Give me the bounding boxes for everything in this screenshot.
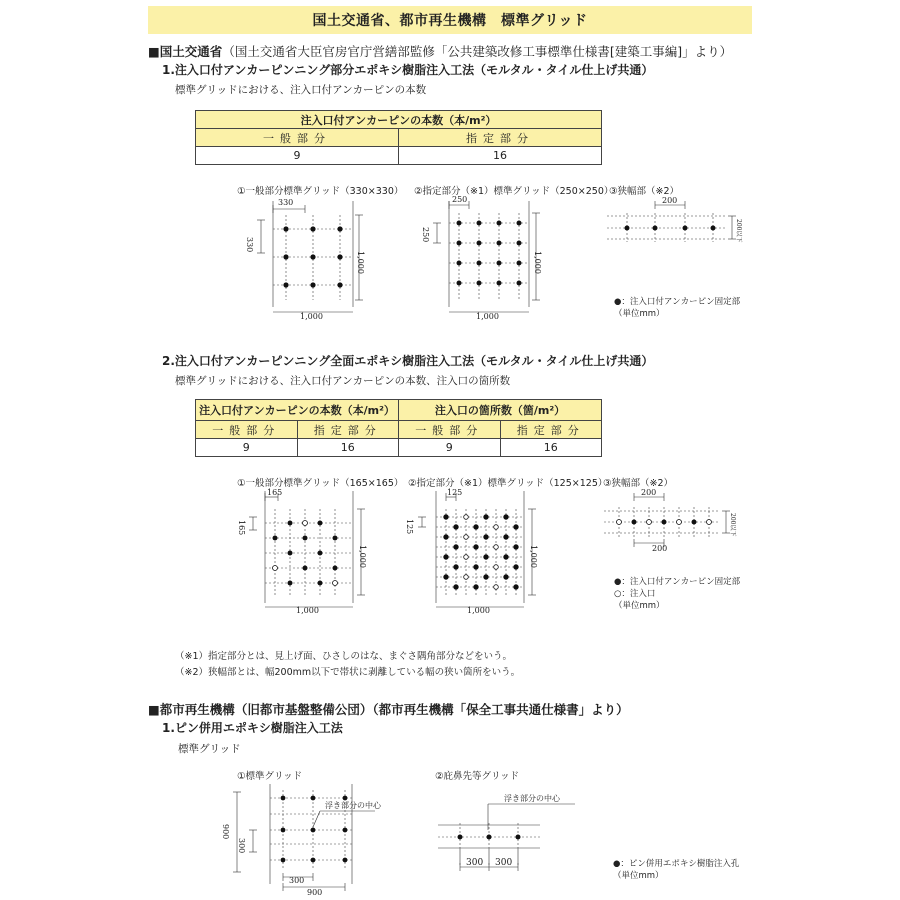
- legend-port: ○：注入口: [614, 589, 656, 599]
- col-designated: 指定部分: [297, 421, 399, 439]
- legend-hole: ●：ピン併用エポキシ樹脂注入孔: [613, 859, 740, 869]
- col-general: 一般部分: [399, 421, 501, 439]
- mlit-heading-label: ■国土交通省: [148, 44, 223, 59]
- m2-fig1-caption: ①一般部分標準グリッド（165×165）: [237, 478, 404, 489]
- dim-side: 125: [405, 519, 414, 535]
- pin-mark: [454, 585, 459, 590]
- pin-mark: [474, 585, 479, 590]
- pin-mark: [514, 585, 519, 590]
- pin-mark: [444, 515, 449, 520]
- dim-top: 165: [267, 488, 283, 497]
- pin-mark: [454, 525, 459, 530]
- ur-method1-title: 1.ピン併用エポキシ樹脂注入工法: [162, 721, 343, 735]
- table-cell: 16: [500, 439, 602, 457]
- ur-legend: [613, 858, 739, 882]
- pin-mark: [514, 565, 519, 570]
- note-1: （※1）指定部分とは、見上げ面、ひさしのはな、まぐさ隅角部分などをいう。: [175, 651, 513, 662]
- val-general: 9: [196, 147, 399, 165]
- port-mark: [494, 525, 499, 530]
- mlit-method1-title: 1.注入口付アンカーピンニング部分エポキシ樹脂注入工法（モルタル・タイル仕上げ共通）: [162, 63, 654, 77]
- dim-right: 1,000: [356, 251, 365, 274]
- legend-unit: （単位mm）: [614, 601, 665, 611]
- m2-fig3-caption: ③狭幅部（※2）: [603, 478, 674, 489]
- port-mark: [494, 565, 499, 570]
- ur-fig1-caption: ①標準グリッド: [237, 771, 303, 782]
- pin-mark: [454, 545, 459, 550]
- page-title: 国土交通省、都市再生機構 標準グリッド: [148, 6, 752, 34]
- legend-pin: ●：注入口付アンカーピン固定部: [614, 297, 741, 307]
- dim-side: 165: [237, 520, 246, 536]
- ur-fig2-diagram: [430, 785, 605, 875]
- pin-mark: [444, 575, 449, 580]
- mlit-method1-subtitle: 標準グリッドにおける、注入口付アンカーピンの本数: [175, 84, 427, 96]
- mlit-method2-title: 2.注入口付アンカーピンニング全面エポキシ樹脂注入工法（モルタル・タイル仕上げ共通）: [162, 354, 654, 368]
- m1-legend: [614, 296, 740, 320]
- dim-right: 1,000: [529, 545, 538, 568]
- dim-bottom: 1,000: [476, 312, 499, 321]
- ur-heading-note: （旧都市基盤整備公団）（都市再生機構「保全工事共通仕様書」より）: [234, 702, 629, 717]
- m1-fig1-caption: ①一般部分標準グリッド（330×330）: [237, 186, 404, 197]
- pin-mark: [504, 555, 509, 560]
- center-label: 浮き部分の中心: [504, 794, 560, 803]
- legend-unit: （単位mm）: [614, 309, 665, 319]
- center-label: 浮き部分の中心: [325, 801, 381, 810]
- pin-mark: [504, 535, 509, 540]
- dim-right: 1,000: [358, 545, 367, 568]
- dim-bottom: 1,000: [296, 606, 319, 615]
- table-cell: 16: [297, 439, 399, 457]
- dim-bottom: 300: [289, 876, 305, 885]
- pin-mark: [484, 575, 489, 580]
- pin-mark: [514, 545, 519, 550]
- dim-top: 250: [452, 195, 468, 204]
- dim-top: 125: [447, 488, 463, 497]
- col-general: 一般部分: [196, 129, 399, 147]
- pin-mark: [514, 525, 519, 530]
- port-mark: [464, 515, 469, 520]
- pin-mark: [504, 575, 509, 580]
- table-header: 注入口付アンカーピンの本数（本/m²）: [196, 111, 602, 129]
- pin-mark: [484, 535, 489, 540]
- pin-mark: [484, 515, 489, 520]
- dim-side: 200以下: [735, 219, 742, 243]
- port-mark: [494, 585, 499, 590]
- port-mark: [464, 535, 469, 540]
- dim-top: 200: [662, 196, 678, 205]
- dim-side: 200以下: [729, 513, 736, 537]
- dim-top: 200: [641, 488, 657, 497]
- dim-side: 250: [421, 227, 430, 243]
- mlit-method1-table: [195, 110, 602, 165]
- port-mark: [464, 575, 469, 580]
- col-general: 一般部分: [196, 421, 298, 439]
- legend-unit: （単位mm）: [613, 871, 664, 881]
- col-designated: 指定部分: [399, 129, 602, 147]
- val-designated: 16: [399, 147, 602, 165]
- m1-fig3-diagram: [605, 195, 745, 250]
- pin-mark: [444, 535, 449, 540]
- m1-fig2-caption: ②指定部分（※1）標準グリッド（250×250）: [414, 186, 614, 197]
- dim-side: 300: [237, 838, 246, 854]
- dim-bottom: 1,000: [300, 312, 323, 321]
- table-header-ports: 注入口の箇所数（箇/m²）: [399, 400, 602, 421]
- pin-mark: [504, 515, 509, 520]
- dim-b: 300: [495, 858, 513, 868]
- dim-bottom-total: 900: [307, 888, 323, 897]
- pin-mark: [474, 525, 479, 530]
- pin-mark: [454, 565, 459, 570]
- col-designated: 指定部分: [500, 421, 602, 439]
- m1-fig3-caption: ③狭幅部（※2）: [609, 186, 680, 197]
- m2-fig2-caption: ②指定部分（※1）標準グリッド（125×125）: [408, 478, 608, 489]
- port-mark: [464, 555, 469, 560]
- dim-a: 300: [466, 858, 484, 868]
- m2-legend: [614, 576, 740, 612]
- legend-pin: ●：注入口付アンカーピン固定部: [614, 577, 741, 587]
- dim-top: 330: [278, 198, 294, 207]
- table-header-pins: 注入口付アンカーピンの本数（本/m²）: [196, 400, 399, 421]
- dim-right: 1,000: [533, 251, 542, 274]
- pin-mark: [444, 555, 449, 560]
- pin-mark: [474, 565, 479, 570]
- mlit-method2-table: [195, 399, 602, 457]
- ur-heading: [148, 700, 629, 718]
- m2-fig1-diagram: [237, 487, 388, 615]
- dim-side-total: 900: [221, 824, 230, 840]
- mlit-method2-subtitle: 標準グリッドにおける、注入口付アンカーピンの本数、注入口の箇所数: [175, 375, 511, 387]
- ur-heading-label: ■都市再生機構: [148, 702, 235, 717]
- ur-method1-subtitle: 標準グリッド: [178, 743, 241, 755]
- ur-fig2-caption: ②庇鼻先等グリッド: [435, 771, 520, 782]
- table-cell: 9: [399, 439, 501, 457]
- dim-bottom: 1,000: [467, 606, 490, 615]
- m1-fig2-diagram: [421, 195, 564, 321]
- pin-mark: [484, 555, 489, 560]
- note-2: （※2）狭幅部とは、幅200mm以下で帯状に剥離している幅の狭い箇所をいう。: [175, 667, 521, 678]
- m1-fig1-diagram: [246, 195, 386, 320]
- table-cell: 9: [196, 439, 298, 457]
- dim-side: 330: [245, 237, 254, 253]
- pin-mark: [474, 545, 479, 550]
- port-mark: [494, 545, 499, 550]
- mlit-heading: [148, 42, 732, 60]
- m2-fig3-diagram: [600, 487, 740, 557]
- dim-bottom: 200: [652, 544, 668, 553]
- m2-fig2-diagram: [405, 487, 560, 615]
- ur-fig1-diagram: [221, 780, 405, 897]
- mlit-heading-note: （国土交通省大臣官房官庁営繕部監修「公共建築改修工事標準仕様書[建築工事編]」より）: [222, 44, 733, 59]
